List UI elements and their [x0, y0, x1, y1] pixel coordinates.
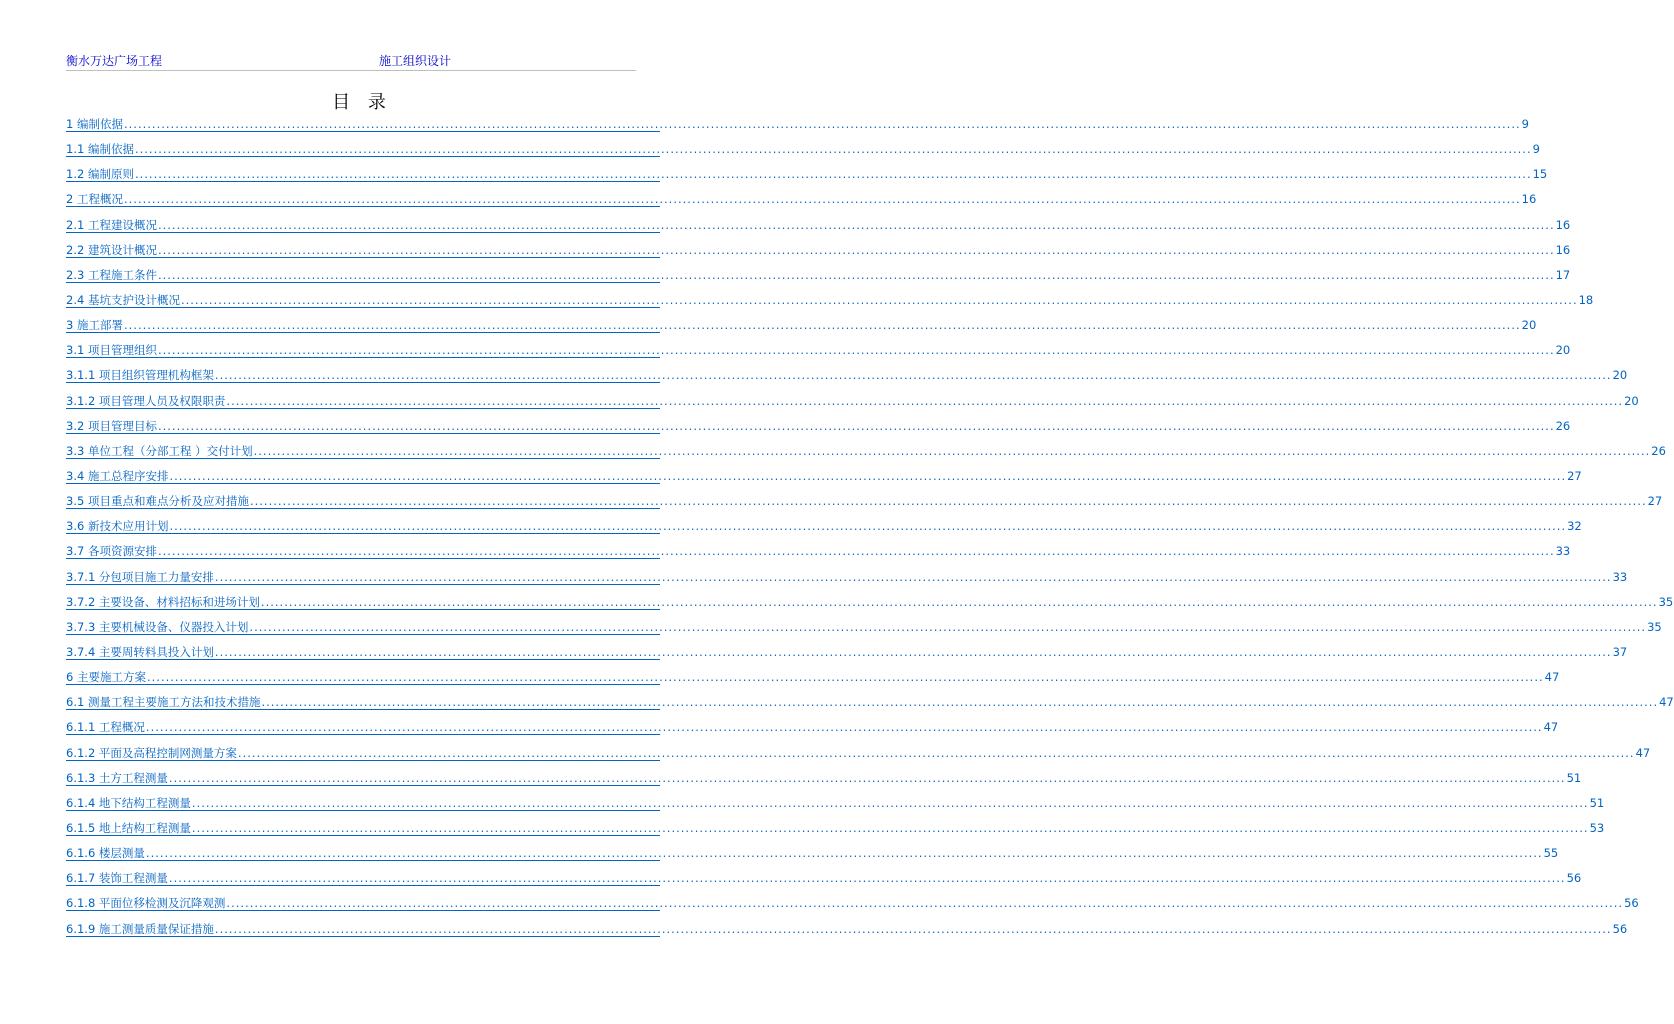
toc-entry-link[interactable] — [66, 569, 1628, 585]
toc-entry[interactable] — [66, 189, 1537, 214]
toc-entry-link[interactable] — [66, 895, 1639, 911]
toc-entry-page-number: 56 — [1624, 896, 1639, 911]
toc-title: 目 录 — [332, 92, 392, 113]
toc-entry-label: 3.5 项目重点和难点分析及应对措施 — [66, 494, 249, 509]
toc-entry-page-number: 16 — [1555, 242, 1571, 257]
toc-entry-page-number: 55 — [1543, 846, 1559, 861]
toc-entry[interactable] — [66, 592, 1674, 617]
toc-entry[interactable] — [66, 793, 1605, 818]
toc-entry-link[interactable] — [66, 493, 1663, 509]
toc-entry-page-number: 27 — [1567, 468, 1582, 483]
toc-entry[interactable] — [66, 893, 1639, 918]
toc-entry[interactable] — [66, 416, 1571, 441]
toc-entry-link[interactable] — [66, 443, 1666, 459]
toc-entry-label: 6.1.1 工程概况 — [66, 720, 145, 735]
toc-entry-page-number: 33 — [1612, 569, 1628, 584]
toc-entry-label: 3.1.2 项目管理人员及权限职责 — [66, 393, 226, 408]
toc-dot-leader: ............................................................................................................................................................................................................................................................................................................ — [214, 644, 1612, 659]
toc-entry-page-number: 27 — [1647, 494, 1663, 509]
toc-entry-label: 3.4 施工总程序安排 — [66, 468, 169, 483]
toc-dot-leader: ............................................................................................................................................................................................................................................................................................................ — [157, 418, 1555, 433]
toc-entry[interactable] — [66, 692, 1674, 717]
toc-entry-link[interactable] — [66, 367, 1628, 383]
toc-entry-page-number: 20 — [1521, 318, 1537, 333]
toc-entry-link[interactable] — [66, 342, 1571, 358]
toc-entry-label: 6.1.3 土方工程测量 — [66, 770, 168, 785]
toc-entry-page-number: 9 — [1521, 117, 1529, 131]
toc-dot-leader: ............................................................................................................................................................................................................................................................................................................ — [249, 494, 1647, 509]
toc-entry-page-number: 56 — [1612, 921, 1628, 936]
toc-entry-link[interactable] — [66, 191, 1537, 207]
toc-entry-label: 3.7.3 主要机械设备、仪器投入计划 — [66, 619, 249, 634]
toc-dot-leader: ............................................................................................................................................................................................................................................................................................................ — [180, 292, 1578, 307]
toc-entry-page-number: 47 — [1544, 670, 1560, 685]
toc-dot-leader: ............................................................................................................................................................................................................................................................................................................ — [134, 167, 1532, 182]
toc-entry[interactable] — [66, 365, 1628, 390]
toc-entry[interactable] — [66, 466, 1582, 491]
toc-entry[interactable] — [66, 215, 1571, 240]
toc-dot-leader: ............................................................................................................................................................................................................................................................................................................ — [146, 670, 1544, 685]
toc-entry[interactable] — [66, 768, 1582, 793]
toc-entry-link[interactable] — [66, 845, 1559, 861]
toc-entry-label: 2.1 工程建设概况 — [66, 217, 157, 232]
toc-dot-leader: ............................................................................................................................................................................................................................................................................................................ — [169, 468, 1567, 483]
toc-entry[interactable] — [66, 315, 1537, 340]
toc-entry-page-number: 56 — [1566, 871, 1582, 886]
toc-entry-label: 6.1.7 装饰工程测量 — [66, 871, 168, 886]
toc-entry[interactable] — [66, 667, 1560, 692]
toc-entry-link[interactable] — [66, 418, 1571, 434]
toc-dot-leader: ............................................................................................................................................................................................................................................................................................................ — [214, 569, 1612, 584]
toc-dot-leader: ............................................................................................................................................................................................................................................................................................................ — [226, 393, 1624, 408]
toc-dot-leader: ............................................................................................................................................................................................................................................................................................................ — [169, 519, 1567, 534]
toc-entry-page-number: 20 — [1624, 393, 1639, 408]
toc-entry-label: 6.1.8 平面位移检测及沉降观测 — [66, 896, 226, 911]
table-of-contents — [66, 114, 1674, 944]
toc-dot-leader: ............................................................................................................................................................................................................................................................................................................ — [191, 795, 1589, 810]
toc-entry-link[interactable] — [66, 594, 1674, 610]
toc-dot-leader: ............................................................................................................................................................................................................................................................................................................ — [249, 619, 1647, 634]
toc-entry-page-number: 51 — [1566, 770, 1582, 785]
toc-entry-page-number: 15 — [1532, 167, 1548, 182]
toc-entry-link[interactable] — [66, 669, 1560, 685]
toc-entry-label: 3.1.1 项目组织管理机构框架 — [66, 368, 214, 383]
toc-entry-page-number: 47 — [1543, 720, 1559, 735]
toc-dot-leader: ............................................................................................................................................................................................................................................................................................................ — [168, 871, 1566, 886]
toc-entry-label: 3.1 项目管理组织 — [66, 343, 157, 358]
toc-entry[interactable] — [66, 541, 1571, 566]
toc-entry-link[interactable] — [66, 166, 1548, 182]
toc-entry[interactable] — [66, 567, 1628, 592]
header-project-name: 衡水万达广场工程 — [66, 54, 163, 68]
toc-entry-label: 3.7 各项资源安排 — [66, 544, 157, 559]
toc-entry-link[interactable] — [66, 468, 1582, 484]
toc-dot-leader: ............................................................................................................................................................................................................................................................................................................ — [123, 117, 1521, 131]
toc-entry-link[interactable] — [66, 393, 1639, 409]
toc-entry[interactable] — [66, 240, 1571, 265]
toc-entry-label: 3.2 项目管理目标 — [66, 418, 157, 433]
toc-entry-label: 6.1 测量工程主要施工方法和技术措施 — [66, 695, 261, 710]
toc-entry-page-number: 47 — [1635, 745, 1651, 760]
toc-entry-link[interactable] — [66, 242, 1571, 258]
toc-entry-link[interactable] — [66, 795, 1605, 811]
toc-entry-label: 2.3 工程施工条件 — [66, 267, 157, 282]
toc-entry-page-number: 47 — [1659, 695, 1674, 710]
toc-dot-leader: ............................................................................................................................................................................................................................................................................................................ — [237, 745, 1635, 760]
toc-entry-page-number: 16 — [1521, 192, 1537, 207]
toc-entry-label: 6.1.5 地上结构工程测量 — [66, 820, 191, 835]
toc-entry-page-number: 33 — [1555, 544, 1571, 559]
toc-entry-link[interactable] — [66, 619, 1662, 635]
toc-entry-link[interactable] — [66, 770, 1582, 786]
toc-entry-label: 1.1 编制依据 — [66, 142, 134, 157]
toc-entry[interactable] — [66, 868, 1582, 893]
toc-entry-page-number: 16 — [1555, 217, 1571, 232]
page-header — [66, 50, 636, 71]
toc-dot-leader: ............................................................................................................................................................................................................................................................................................................ — [214, 368, 1612, 383]
toc-dot-leader: ............................................................................................................................................................................................................................................................................................................ — [157, 217, 1555, 232]
header-document-type: 施工组织设计 — [379, 54, 452, 68]
toc-entry[interactable] — [66, 491, 1663, 516]
toc-entry-link[interactable] — [66, 644, 1628, 660]
toc-entry-link[interactable] — [66, 543, 1571, 559]
toc-entry[interactable] — [66, 114, 1529, 139]
toc-entry-page-number: 51 — [1589, 795, 1605, 810]
toc-entry-label: 6.1.2 平面及高程控制网测量方案 — [66, 745, 237, 760]
toc-entry-link[interactable] — [66, 116, 1529, 132]
toc-entry[interactable] — [66, 743, 1651, 768]
toc-dot-leader: ............................................................................................................................................................................................................................................................................................................ — [253, 443, 1651, 458]
toc-entry-link[interactable] — [66, 921, 1628, 937]
toc-entry[interactable] — [66, 717, 1559, 742]
toc-entry-label: 3.3 单位工程（分部工程 ）交付计划 — [66, 443, 253, 458]
toc-entry[interactable] — [66, 164, 1548, 189]
toc-dot-leader: ............................................................................................................................................................................................................................................................................................................ — [191, 820, 1589, 835]
toc-entry-label: 2.4 基坑支护设计概况 — [66, 292, 180, 307]
toc-entry-link[interactable] — [66, 518, 1582, 534]
toc-entry-link[interactable] — [66, 694, 1674, 710]
toc-entry[interactable] — [66, 139, 1540, 164]
toc-dot-leader: ............................................................................................................................................................................................................................................................................................................ — [145, 720, 1543, 735]
toc-entry-label: 3.7.1 分包项目施工力量安排 — [66, 569, 214, 584]
toc-entry-label: 3.7.4 主要周转料具投入计划 — [66, 644, 214, 659]
toc-entry-label: 1 编制依据 — [66, 117, 123, 131]
toc-entry-label: 6.1.9 施工测量质量保证措施 — [66, 921, 214, 936]
toc-dot-leader: ............................................................................................................................................................................................................................................................................................................ — [145, 846, 1543, 861]
toc-dot-leader: ............................................................................................................................................................................................................................................................................................................ — [123, 192, 1521, 207]
toc-entry-label: 3 施工部署 — [66, 318, 123, 333]
toc-entry-label: 2 工程概况 — [66, 192, 123, 207]
toc-dot-leader: ............................................................................................................................................................................................................................................................................................................ — [168, 770, 1566, 785]
toc-entry-page-number: 35 — [1647, 619, 1662, 634]
toc-entry-link[interactable] — [66, 820, 1605, 836]
toc-dot-leader: ............................................................................................................................................................................................................................................................................................................ — [157, 343, 1555, 358]
toc-entry-link[interactable] — [66, 870, 1582, 886]
toc-entry[interactable] — [66, 642, 1628, 667]
toc-entry[interactable] — [66, 265, 1571, 290]
toc-dot-leader: ............................................................................................................................................................................................................................................................................................................ — [157, 267, 1555, 282]
toc-entry-page-number: 9 — [1532, 142, 1540, 157]
toc-entry-label: 6.1.6 楼层测量 — [66, 846, 145, 861]
toc-entry[interactable] — [66, 391, 1639, 416]
toc-entry-page-number: 32 — [1567, 519, 1582, 534]
toc-entry-link[interactable] — [66, 745, 1651, 761]
toc-entry-label: 6 主要施工方案 — [66, 670, 146, 685]
toc-entry-label: 3.6 新技术应用计划 — [66, 519, 169, 534]
toc-entry[interactable] — [66, 818, 1605, 843]
toc-entry-link[interactable] — [66, 719, 1559, 735]
toc-entry-link[interactable] — [66, 217, 1571, 233]
toc-entry-label: 6.1.4 地下结构工程测量 — [66, 795, 191, 810]
toc-entry-page-number: 20 — [1555, 343, 1571, 358]
toc-entry-page-number: 18 — [1578, 292, 1594, 307]
toc-entry-link[interactable] — [66, 267, 1571, 283]
toc-entry-page-number: 53 — [1589, 820, 1605, 835]
toc-entry[interactable] — [66, 843, 1559, 868]
toc-entry[interactable] — [66, 290, 1594, 315]
toc-dot-leader: ............................................................................................................................................................................................................................................................................................................ — [226, 896, 1624, 911]
toc-entry[interactable] — [66, 340, 1571, 365]
toc-dot-leader: ............................................................................................................................................................................................................................................................................................................ — [134, 142, 1532, 157]
toc-dot-leader: ............................................................................................................................................................................................................................................................................................................ — [123, 318, 1521, 333]
toc-entry-label: 2.2 建筑设计概况 — [66, 242, 157, 257]
toc-entry-page-number: 20 — [1612, 368, 1628, 383]
toc-entry-page-number: 37 — [1612, 644, 1628, 659]
toc-entry[interactable] — [66, 516, 1582, 541]
toc-entry-link[interactable] — [66, 317, 1537, 333]
toc-dot-leader: ............................................................................................................................................................................................................................................................................................................ — [214, 921, 1612, 936]
toc-entry-page-number: 35 — [1658, 594, 1674, 609]
toc-dot-leader: ............................................................................................................................................................................................................................................................................................................ — [260, 594, 1658, 609]
toc-entry-link[interactable] — [66, 292, 1594, 308]
toc-entry-label: 1.2 编制原则 — [66, 167, 134, 182]
toc-entry[interactable] — [66, 617, 1662, 642]
toc-entry[interactable] — [66, 441, 1666, 466]
toc-entry-page-number: 26 — [1555, 418, 1571, 433]
toc-dot-leader: ............................................................................................................................................................................................................................................................................................................ — [261, 695, 1659, 710]
toc-entry-label: 3.7.2 主要设备、材料招标和进场计划 — [66, 594, 260, 609]
toc-dot-leader: ............................................................................................................................................................................................................................................................................................................ — [157, 544, 1555, 559]
toc-entry[interactable] — [66, 919, 1628, 944]
toc-entry-page-number: 17 — [1555, 267, 1571, 282]
toc-dot-leader: ............................................................................................................................................................................................................................................................................................................ — [157, 242, 1555, 257]
toc-entry-link[interactable] — [66, 141, 1540, 157]
toc-entry-page-number: 26 — [1651, 443, 1666, 458]
